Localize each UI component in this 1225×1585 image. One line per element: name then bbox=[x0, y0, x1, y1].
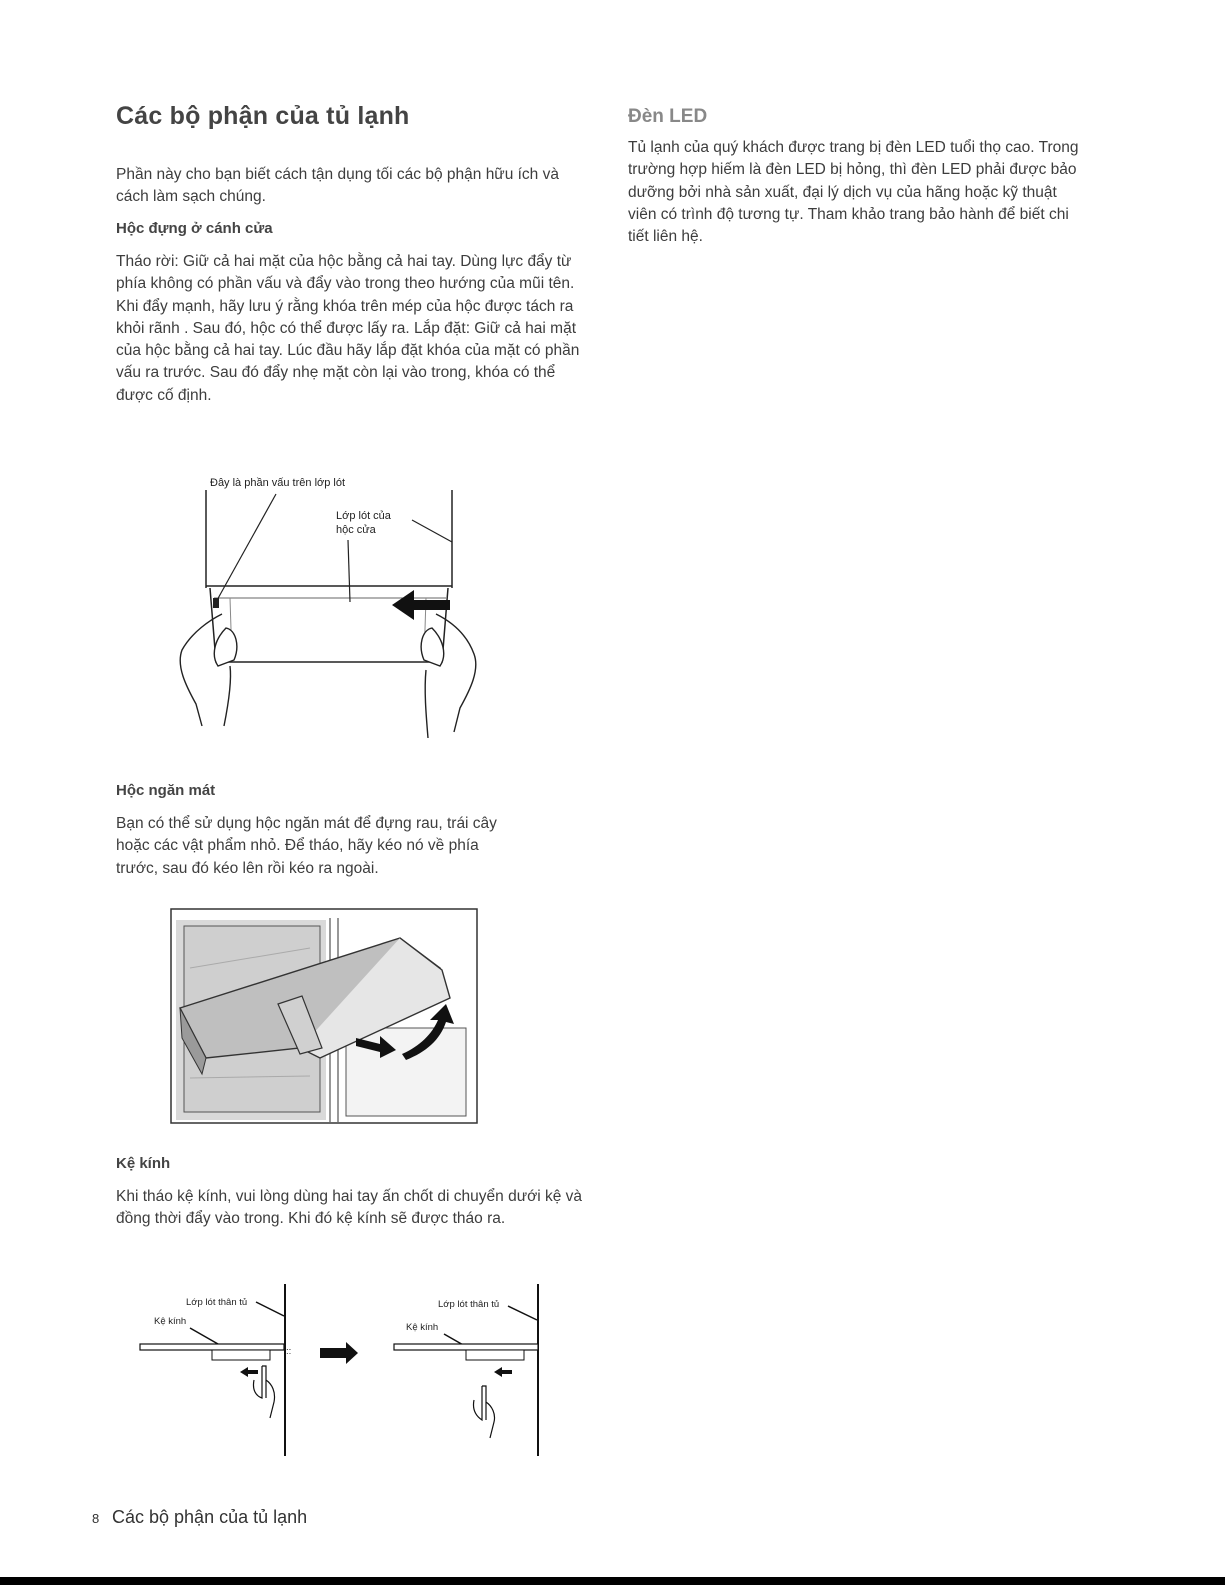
led-paragraph: Tủ lạnh của quý khách được trang bị đèn LED tuổi thọ cao. Trong trường hợp hiếm là đèn LED bị hỏng, thì đèn LED phải được bảo dưỡng bởi nhà sản xuất, đại lý dịch vụ của hãng hoặc kỹ thuật viên có trình độ tương tự. Tham khảo trang bảo hành để biết chi tiết liên hệ. bbox=[628, 139, 1079, 246]
page-title: Các bộ phận của tủ lạnh bbox=[116, 102, 410, 130]
crisper-illustration bbox=[170, 908, 478, 1124]
liner-label-line2: hộc cửa bbox=[336, 524, 376, 536]
door-bin-paragraph: Tháo rời: Giữ cả hai mặt của hộc bằng cả hai tay. Dùng lực đẩy từ phía không có phần vấu và đẩy vào trong theo hướng của mũi tên. Khi đẩy mạnh, hãy lưu ý rằng khóa trên mép của hộc được tách ra khỏi rãnh . Sau đó, hộc có thể được lấy ra. Lắp đặt: Giữ cả hai mặt của hộc bằng cả hai tay. Lúc đầu hãy lắp đặt khóa của mặt có phần vấu ra trước. Sau đó đẩy nhẹ mặt còn lại vào trong, khóa có thể được cố định. bbox=[116, 253, 580, 404]
glass-shelf-paragraph: Khi tháo kệ kính, vui lòng dùng hai tay ấn chốt di chuyển dưới kệ và đồng thời đẩy vào trong. Khi đó kệ kính sẽ được tháo ra. bbox=[116, 1188, 583, 1228]
cabinet-liner-label-1: Lớp lót thân tủ bbox=[186, 1297, 248, 1308]
glass-shelf-heading: Kệ kính bbox=[116, 1155, 171, 1172]
glass-shelf-illustration bbox=[132, 1280, 552, 1460]
lug-label: Đây là phần vấu trên lớp lót bbox=[210, 477, 346, 489]
door-bin-heading: Hộc đựng ở cánh cửa bbox=[116, 220, 273, 237]
bottom-rule bbox=[0, 1577, 1225, 1585]
svg-text:::: :: bbox=[286, 1346, 292, 1357]
crisper-heading: Hộc ngăn mát bbox=[116, 782, 216, 799]
shelf-label-2: Kệ kính bbox=[406, 1322, 439, 1333]
cabinet-liner-label-2: Lớp lót thân tủ bbox=[438, 1299, 500, 1310]
crisper-paragraph: Bạn có thể sử dụng hộc ngăn mát để đựng rau, trái cây hoặc các vật phẩm nhỏ. Để tháo, hãy kéo nó về phía trước, sau đó kéo lên rồi kéo ra ngoài. bbox=[116, 815, 497, 877]
intro-paragraph: Phần này cho bạn biết cách tận dụng tối các bộ phận hữu ích và cách làm sạch chúng. bbox=[116, 166, 559, 206]
shelf-label-1: Kệ kính bbox=[154, 1316, 187, 1327]
led-heading: Đèn LED bbox=[628, 106, 708, 127]
page-number: 8 bbox=[92, 1511, 100, 1526]
footer-section-title: Các bộ phận của tủ lạnh bbox=[112, 1507, 308, 1527]
door-bin-illustration bbox=[170, 470, 490, 750]
liner-label-line1: Lớp lót của bbox=[336, 510, 391, 522]
